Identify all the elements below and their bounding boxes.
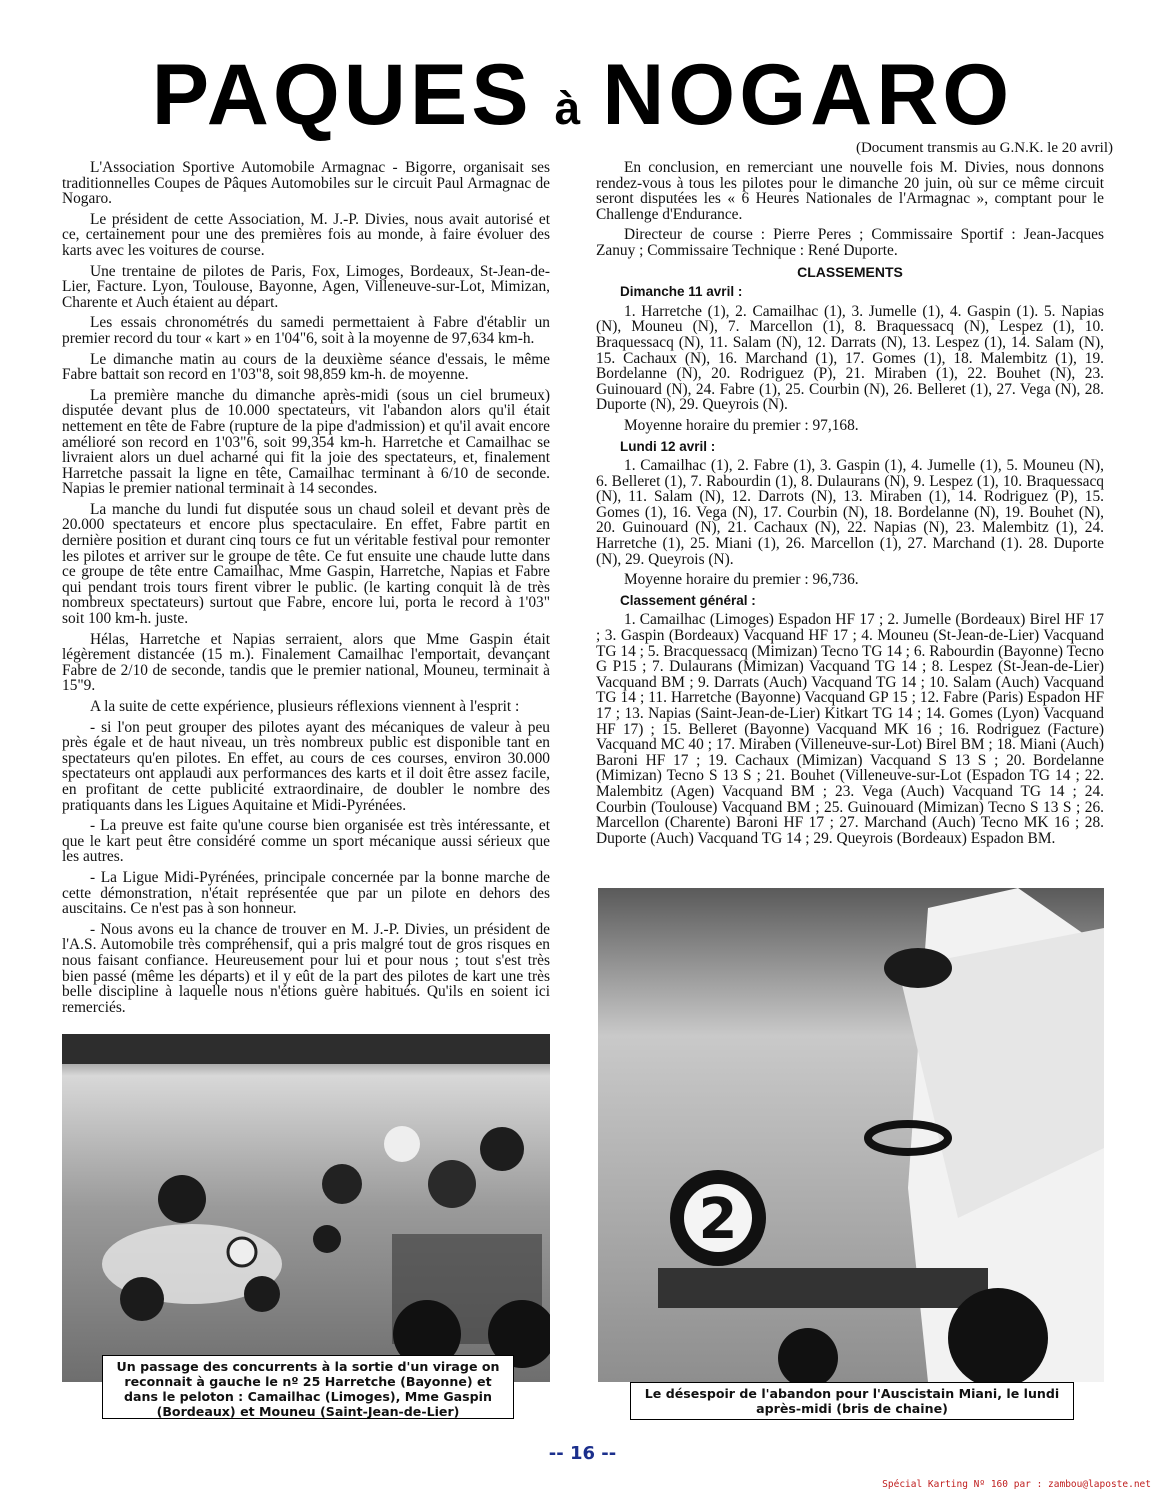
paragraph: Hélas, Harretche et Napias serraient, alors que Mme Gaspin était légèrement distancée (15 m.). Finalement Camailhac l'emportait, devançant Fabre de 2/10 de seconde, tandis que le premier national, Mouneu, terminait à 15"9. — [62, 630, 550, 695]
title-word-paques: PAQUES — [151, 47, 533, 143]
paragraph: Le président de cette Association, M. J.-P. Divies, nous avait autorisé et ce, certainement pour une des premières fois au monde, à faire évoluer des karts avec les voitures de course. — [62, 210, 550, 259]
kart-number-plate: 2 — [698, 1187, 738, 1252]
left-column — [62, 160, 550, 1020]
paragraph: Directeur de course : Pierre Peres ; Commissaire Sportif : Jean-Jacques Zanuy ; Commissaire Technique : René Duporte. — [596, 226, 1104, 259]
day1-speed: Moyenne horaire du premier : 97,168. — [624, 416, 859, 434]
general-results: 1. Camailhac (Limoges) Espadon HF 17 ; 2. Jumelle (Bordeaux) Birel HF 17 ; 3. Gaspin (Bordeaux) Vacquand HF 17 ; 4. Mouneu (St-Jean-de-Lier) Vacquand TG 14 ; 5. Bracquessacq (Mimizan) Tecno TG 14 ; 6. Rabourdin (Bayonne) Tecno G P15 ; 7. Dulaurans (Mimizan) Vacquand TG 14 ; 8. Lespez (St-Jean-de-Lier) Vacquand BM ; 9. Darrats (Auch) Vacquand TG 14 ; 10. Salam (Auch) Vacquand TG 14 ; 11. Harretche (Bayonne) Vacquand GP 15 ; 12. Fabre (Paris) Espadon HF 17 ; 13. Napias (Saint-Jean-de-Lier) Kitkart TG 14 ; 14. Gomes (Lyon) Vacquand HF 17) ; 15. Belleret (Bayonne) Vacquand MK 16 ; 16. Rodriguez (Facture) Vacquand MC 40 ; 17. Miraben (Villeneuve-sur-Lot) Birel BM ; 18. Miani (Auch) Baroni HF 17 ; 19. Cachaux (Mimizan) Vacquand S 13 S ; 20. Bordelanne (Mimizan) Tecno S 13 S ; 21. Bouhet (Villeneuve-sur-Lot (Espadon TG 14 ; 22. Malembitz (Agen) Vacquand BM ; 23. Vega (Auch) Vacquand TG 14 ; 24. Courbin (Toulouse) Vacquand BM ; 25. Guinouard (Mimizan) Tecno S 13 S ; 26. Marcellon (Charente) Baroni HF 17 ; 27. Marchand (Auch) Tecno MK 16 ; 28. Duporte (Auch) Vacquand TG 14 ; 29. Queyrois (Bordeaux) Espadon BM. — [596, 611, 1104, 847]
paragraph: Le dimanche matin au cours de la deuxième séance d'essais, le même Fabre battait son record en 1'03"8, soit 98,859 km-h. de moyenne. — [62, 350, 550, 384]
paragraph: Une trentaine de pilotes de Paris, Fox, Limoges, Bordeaux, St-Jean-de-Lier, Facture. Lyon, Toulouse, Bayonne, Agen, Villeneuve-sur-Lot, Mimizan, Charente et Auch étaient au départ. — [62, 262, 550, 311]
paragraph: A la suite de cette expérience, plusieurs réflexions viennent à l'esprit : — [90, 698, 520, 715]
article-subtitle: (Document transmis au G.N.K. le 20 avril) — [855, 140, 1113, 156]
photo-kart-abandon — [598, 888, 1104, 1382]
paragraph: - Nous avons eu la chance de trouver en M. J.-P. Divies, un président de l'A.S. Automobile très compréhensif, qui a pris malgré tout de gros risques en nous faisant confiance. Heureusement pour lui et pour nous ; tout s'est très bien passé (même les départs) et il y eût de la part des pilotes de kart une très belle discipline à laquelle nous n'étions guère habitués. Qu'ils en soient ici remerciés. — [62, 920, 550, 1016]
paragraph: L'Association Sportive Automobile Armagnac - Bigorre, organisait ses traditionnelles Coupes de Pâques Automobiles sur le circuit Paul Armagnac de Nogaro. — [62, 159, 550, 208]
article-title — [0, 47, 1165, 143]
day2-title: Lundi 12 avril : — [620, 438, 716, 454]
page-number: -- 16 -- — [548, 1443, 617, 1464]
paragraph: En conclusion, en remerciant une nouvelle fois M. Divies, nous donnons rendez-vous à tous les pilotes pour le dimanche 20 juin, où sur ce même circuit seront disputées les « 6 Heures Nationales de l'Armagnac », comptant pour le Challenge d'Endurance. — [596, 159, 1104, 223]
classements-heading: CLASSEMENTS — [797, 263, 903, 280]
paragraph: - La Ligue Midi-Pyrénées, principale concernée par la bonne marche de cette démonstration, n'était représentée que par un pilote en dehors des auscitains. Ce n'est pas à son honneur. — [62, 868, 550, 918]
photo-karts-illustration — [62, 1034, 550, 1382]
right-column — [596, 160, 1104, 851]
day2-results: 1. Camailhac (1), 2. Fabre (1), 3. Gaspin (1), 4. Jumelle (1), 5. Mouneu (N), 6. Belleret (1), 7. Rabourdin (1), 8. Dulaurans (N), 9. Lespez (1), 10. Braquessacq (N), 11. Salam (N), 12. Darrots (N), 13. Miraben (1), 14. Rodriguez (P), 15. Gomes (1), 16. Vega (N), 17. Courbin (N), 18. Bordelanne (N), 19. Bouhet (N), 20. Guinouard (N), 21. Cachaux (N), 22. Napias (N), 23. Malembitz (1), 24. Harretche (1), 25. Miani (1), 26. Marcellon (1), 27. Marchand (1). 28. Duporte (N), 29. Queyrois (N). — [596, 457, 1104, 568]
photo-caption-left: Un passage des concurrents à la sortie d'un virage on reconnait à gauche le nº 25 Harretche (Bayonne) et dans le peloton : Camailhac (Limoges), Mme Gaspin (Bordeaux) et Mouneu (Saint-Jean-de-Lier) — [102, 1355, 514, 1419]
paragraph: La première manche du dimanche après-midi (sous un ciel brumeux) disputée devant plus de 10.000 spectateurs, vit l'abandon alors qu'il était nettement en tête de Fabre (rupture de la pipe d'admission) et qu'il avait encore amélioré son record en 1'03"6, soit 99,354 km-h. Harretche et Camailhac se livraient alors un duel acharné qui fit la joie des spectateurs, et, finalement Harretche passait la ligne en tête, Camailhac terminant à 6/10 de seconde. Napias le premier national terminait à 14 secondes. — [62, 386, 550, 498]
paragraph: - si l'on peut grouper des pilotes ayant des mécaniques de valeur à peu près égale et de haut niveau, un très nombreux public est disponible tant en spectateurs qu'en pilotes. En effet, au cours de ces courses, environ 30.000 spectateurs ont applaudi aux performances des karts et il doit être assez facile, en profitant de cette publicité extraordinaire, de doubler le nombre des pratiquants dans les Ligues Aquitaine et Midi-Pyrénées. — [62, 718, 550, 814]
paragraph: Les essais chronométrés du samedi permettaient à Fabre d'établir un premier record du tour « kart » en 1'04"6, soit à la moyenne de 97,634 km-h. — [62, 314, 550, 347]
paragraph: - La preuve est faite qu'une course bien organisée est très intéressante, et que le kart peut être considéré comme un sport mécanique aussi sérieux que les autres. — [62, 817, 550, 866]
general-title: Classement général : — [620, 592, 756, 608]
title-word-nogaro: NOGARO — [602, 47, 1014, 143]
paragraph: La manche du lundi fut disputée sous un chaud soleil et devant près de 20.000 spectateurs et encore plus spectaculaire. En effet, Fabre partit en dernière position et durant cinq tours ce fut un véritable festival pour remonter les pilotes et arriver sur le groupe de tête. Ce fut ensuite une chaude lutte dans ce groupe de tête entre Camailhac, Mme Gaspin, Harretche, Napias et Fabre qui pendant trois tours firent vibrer le public. (le karting conquit là de très nombreux spectateurs) surtout que Fabre, encore lui, porta le record à 1'03" soit 100 km-h. juste. — [62, 500, 550, 628]
footer-credit: Spécial Karting Nº 160 par : zambou@laposte.net — [882, 1479, 1151, 1490]
photo-caption-right: Le désespoir de l'abandon pour l'Auscistain Miani, le lundi après-midi (bris de chaine) — [630, 1382, 1074, 1420]
day2-speed: Moyenne horaire du premier : 96,736. — [624, 571, 859, 589]
title-word-a: à — [554, 82, 581, 134]
day1-results: 1. Harretche (1), 2. Camailhac (1), 3. Jumelle (1), 4. Gaspin (1). 5. Napias (N), Mouneu (N), 7. Marcellon (1), 8. Braquessacq (N), Lespez (1), 10. Braquessacq (N), 11. Salam (N), 12. Darrats (N), 13. Lespez (1), 14. Salam (N), 15. Cachaux (N), 16. Marchand (1), 17. Gomes (1), 18. Malembitz (1), 19. Bordelanne (N), 20. Rodriguez (P), 21. Miraben (1), 22. Bouhet (N), 23. Guinouard (N), 24. Fabre (1), 25. Courbin (N), 26. Belleret (1), 27. Vega (N), 28. Duporte (N), 29. Queyrois (N). — [596, 302, 1104, 414]
photo-kart-illustration — [598, 888, 1104, 1382]
day1-title: Dimanche 11 avril : — [620, 284, 743, 300]
photo-karts-peloton — [62, 1034, 550, 1382]
